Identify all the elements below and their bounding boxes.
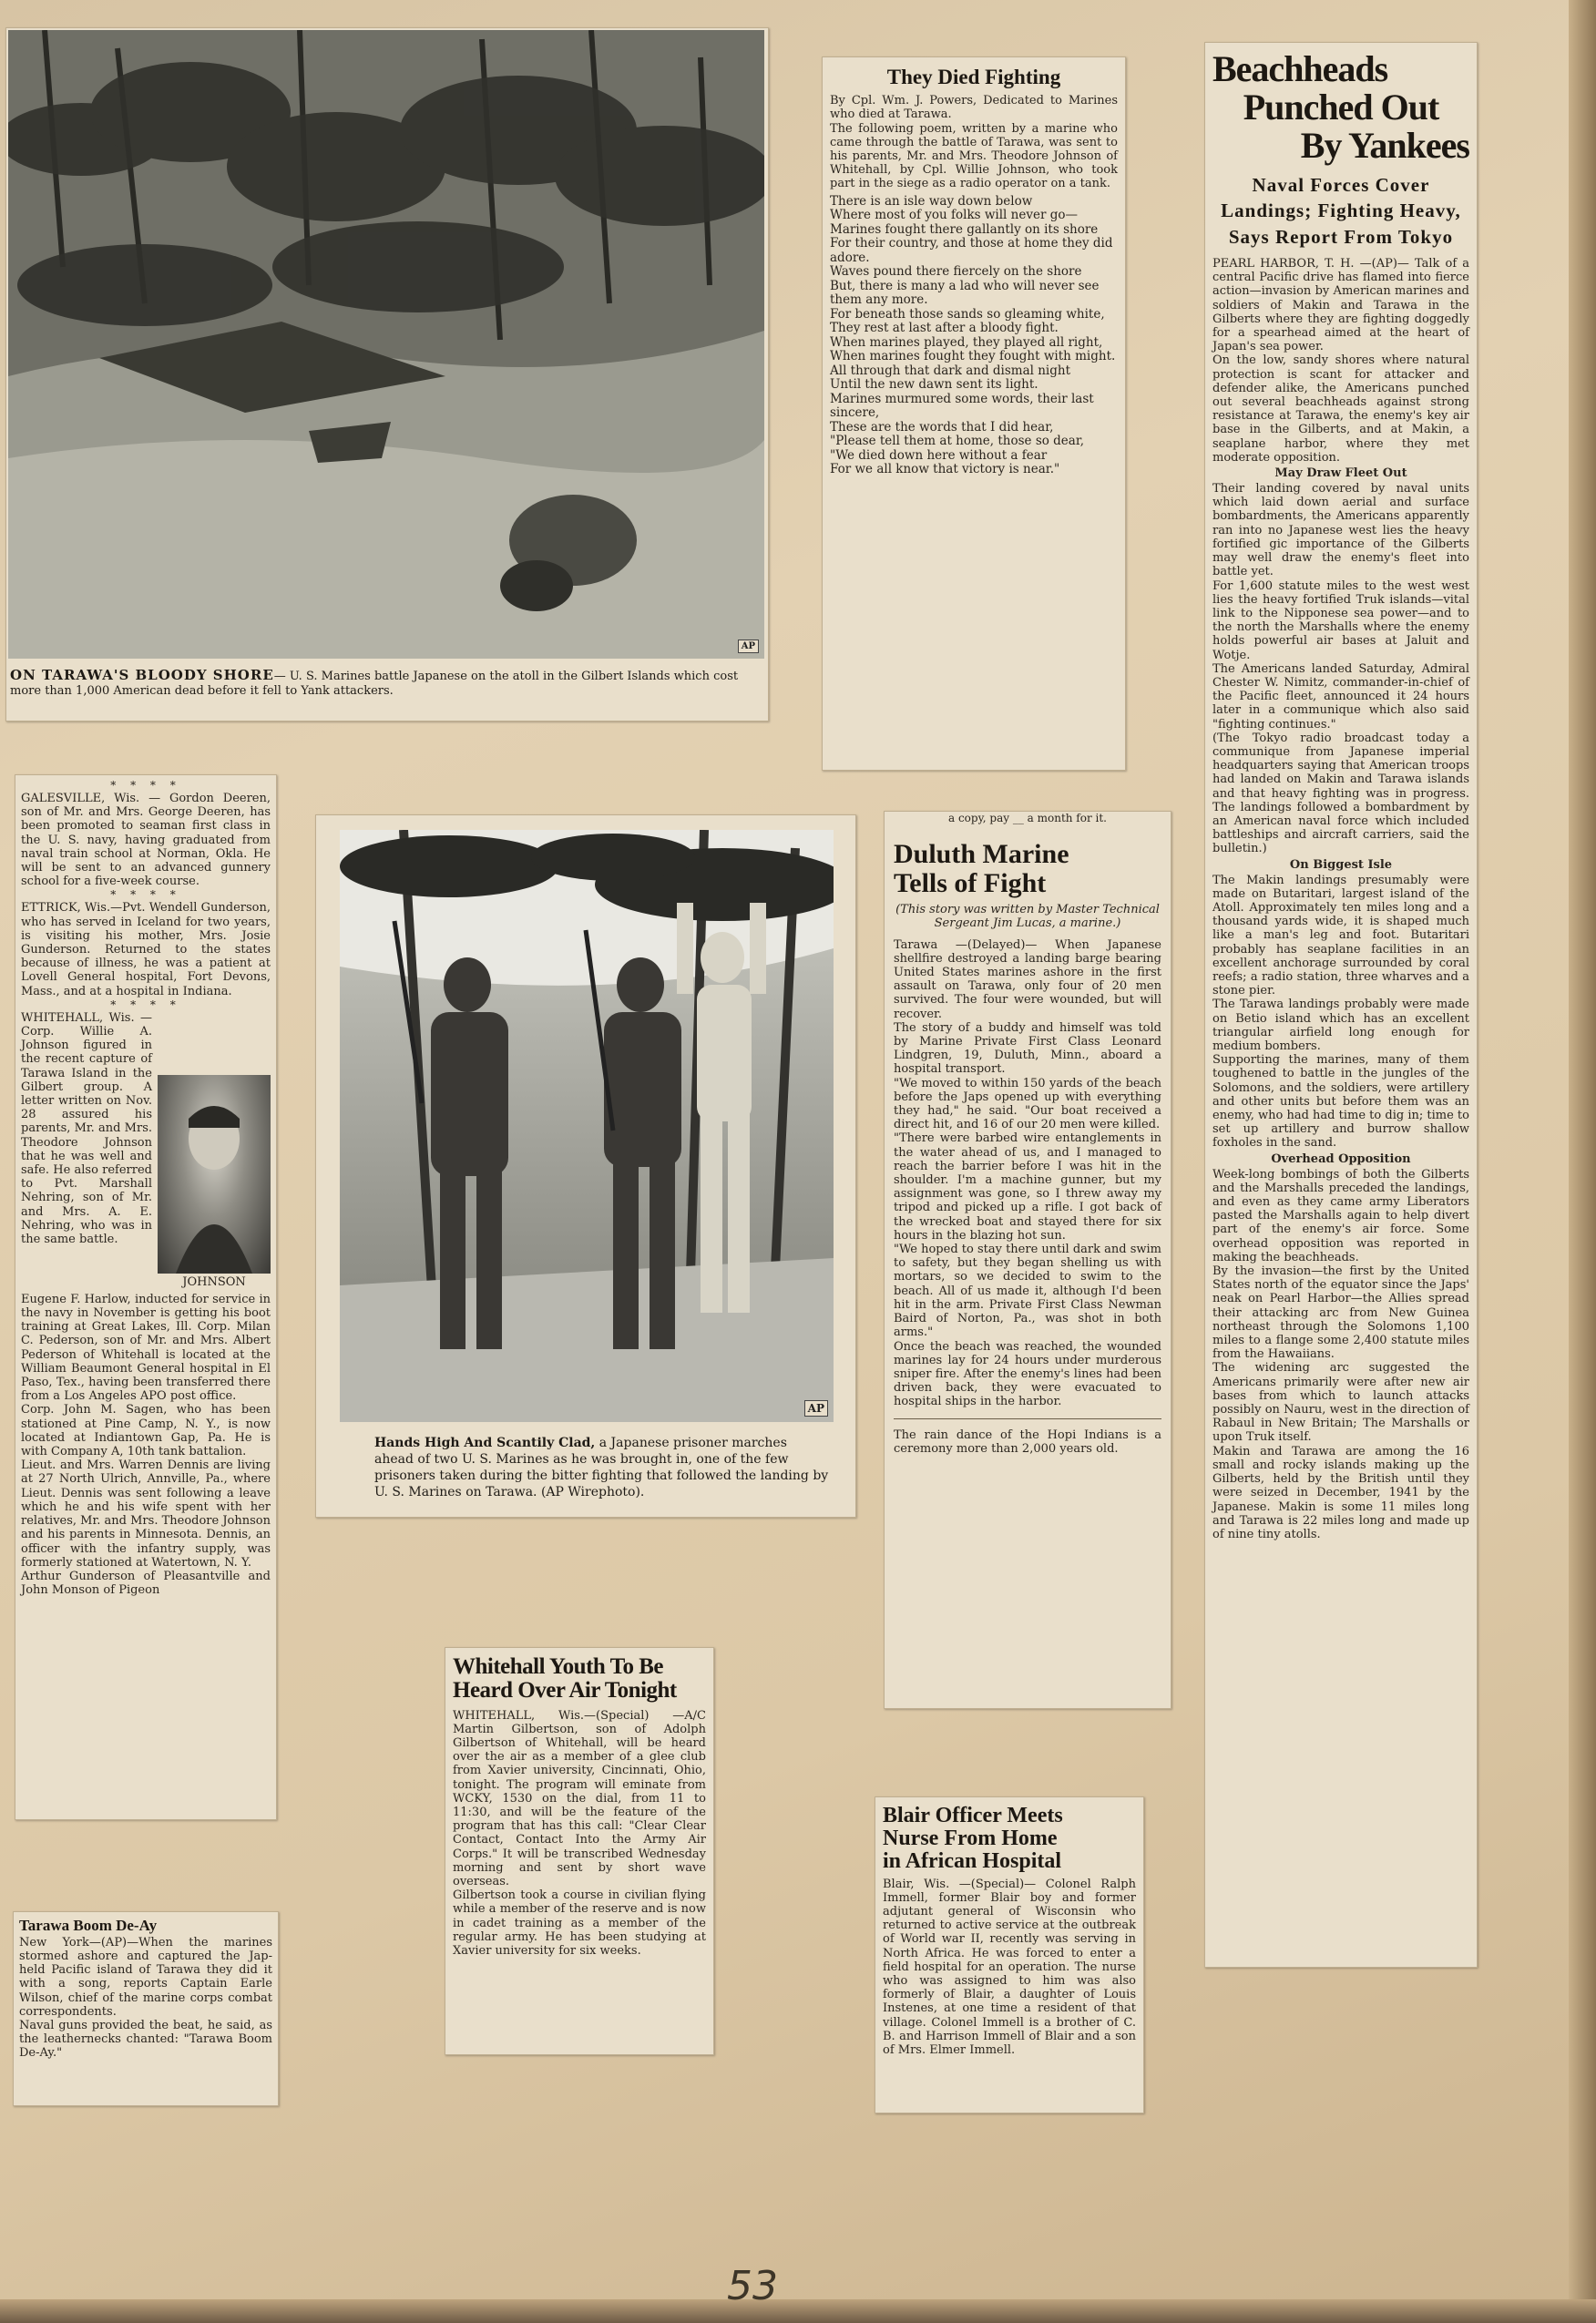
- poem-line: "We died down here without a fear: [830, 447, 1048, 463]
- poem-line: "Please tell them at home, those so dear,: [830, 434, 1085, 449]
- prisoner-photo: [340, 830, 834, 1422]
- beachheads-subhead-2: On Biggest Isle: [1289, 857, 1393, 872]
- poem-line: Where most of you folks will never go—: [830, 208, 1078, 223]
- poem-line: Marines fought there gallantly on its shore: [830, 221, 1099, 237]
- poem-line: When marines played, they played all right,: [830, 334, 1103, 350]
- beachheads-subhead-3: Overhead Opposition: [1271, 1151, 1411, 1166]
- local-news-item: Eugene F. Harlow, inducted for service in the navy in November is getting his boot training at Great Lakes, Ill. Corp. Milan C. Pederson, son of Mr. and Mrs. Albert Pederson of Whitehall is located at the William Beaumont General hospital in El Paso, Tex., having been transferred there from a Los Angeles APO post office. Corp. John M. Sagen, who has been stationed at Pine Camp, N. Y., is now located at Indiantown Gap, Pa. He is with Company A, 10th tank battalion. Lieut. and Mrs. Warren Dennis are living at 27 North Ulrich, Annville, Pa., where Lieut. Dennis was sent following a leave which he and his wife spent with her relatives, Mr. and Mrs. Theodore Johnson and his parents in Minnesota. Dennis, an officer with the infantry supply, was formerly stationed at Watertown, N. Y. Arthur Gunderson of Pleasantville and John Monson of Pigeon: [21, 1292, 271, 1598]
- ap-credit-mark: AP: [804, 1400, 828, 1417]
- beachheads-para-3: The Makin landings presumably were made on Butaritari, largest island of the Atoll. Approximately ten miles long and a thousand yards wide, it is shaped much like a man's leg and foot. Butaritari probably has seaplane facilities in an excellent anchorage surrounded by coral reefs; a radio station, three wharves and a stone pier. The Tarawa landings probably were made on Betio island which has an excellent triangular airfield long enough for medium bombers. Supporting the marines, many of them toughened to battle in the jungles of the Solomons, and the soldiers, were artillery and other units but before them was an enemy, who had had time to dig in; time to set up artillery and burrow shallow foxholes in the sand.: [1212, 873, 1469, 1151]
- caption-text: a Japanese prisoner marches ahead of two U. S. Marines as he was brought in, one of the few prisoners taken during the bitter fighting that followed the landing by U. S. Marines on Tarawa. (AP Wirephoto).: [374, 1436, 829, 1499]
- poem-lines: [830, 195, 1118, 477]
- portrait-photo: [158, 1075, 271, 1274]
- poem-line: For their country, and those at home they did adore.: [830, 236, 1113, 265]
- poem-line: Marines murmured some words, their last sincere,: [830, 391, 1094, 421]
- page-edge: [1569, 0, 1596, 2323]
- poem-line: All through that dark and dismal night: [830, 363, 1070, 378]
- poem-title: They Died Fighting: [886, 66, 1061, 88]
- duluth-headline-1: Duluth Marine: [894, 839, 1069, 870]
- separator-stars: * * * *: [110, 998, 181, 1011]
- duluth-byline: (This story was written by Master Technical Sergeant Jim Lucas, a marine.): [895, 903, 1160, 931]
- separator-stars: * * * *: [110, 779, 181, 792]
- poem-line: There is an isle way down below: [830, 193, 1033, 209]
- tarawa-photo-caption: [10, 668, 762, 699]
- poem-line: Waves pound there fiercely on the shore: [830, 264, 1082, 280]
- whitehall-headline-1: Whitehall Youth To Be: [453, 1654, 664, 1679]
- beachheads-clipping: [1204, 42, 1478, 1968]
- blair-headline-3: in African Hospital: [883, 1849, 1062, 1874]
- boom-body: New York—(AP)—When the marines stormed ashore and captured the Jap-held Pacific island of Tarawa they did it with a song, reports Captain Earle Wilson, chief of the marine corps combat correspondents. Naval guns provided the beat, he said, as the leathernecks chanted: "Tarawa Boom De-Ay.": [19, 1935, 272, 2061]
- local-news-clipping: [15, 774, 277, 1820]
- portrait-caption: JOHNSON: [182, 1274, 246, 1289]
- poem-line: Until the new dawn sent its light.: [830, 377, 1038, 393]
- beachheads-para-2: Their landing covered by naval units which laid down aerial and surface bombardments, the Americans apparently ran into no Japanese west lies the heavy fortified gic importance of the Gilberts may well draw the enemy's fleet into battle yet. For 1,600 statute miles to the west west lies the heavy fortified Truk islands—vital link to the Nipponese sea power—and to the north the Marshalls where the enemy holds powerful air bases at Jaluit and Wotje. The Americans landed Saturday, Admiral Chester W. Nimitz, commander-in-chief of the Pacific fleet, announced it 24 hours later in a communique which also said "fighting continues." (The Tokyo radio broadcast today a communique from Japanese imperial headquarters saying that American troops had landed on Makin and Tarawa islands and that heavy fighting was in progress. The landings followed a bombardment by an American naval force which included battleships and aircraft carriers, said the bulletin.): [1212, 482, 1469, 856]
- local-news-item: GALESVILLE, Wis. — Gordon Deeren, son of Mr. and Mrs. George Deeren, has been promoted to seaman first class in the U. S. navy, having graduated from naval train school at Norman, Okla. He will be sent to an advanced gunnery school for a five-week course.: [21, 792, 271, 889]
- separator-stars: * * * *: [110, 888, 181, 902]
- ap-credit-mark: AP: [738, 640, 759, 653]
- beachheads-headline-1: Beachheads: [1212, 48, 1388, 89]
- top-fragment: a copy, pay __ a month for it.: [947, 812, 1107, 824]
- beachheads-para-4: Week-long bombings of both the Gilberts and the Marshalls preceded the landings, and even as they came army Liberators pasted the Marshalls again to help divert part of the enemy's air force. Some overhead opposition was reported in making the beachheads. By the invasion—the first by the United States north of the equator since the Japs' neak on Pearl Harbor—the Allies spread their attacking arc from New Guinea northeast through the Solomons 1,100 miles to a flange some 2,400 statute miles from the Hawaiians. The widening arc suggested the Americans primarily were after new air bases from which to launch attacks possibly on Nauru, west in the direction of Rabaul in New Britain; The Marshalls or upon Truk itself. Makin and Tarawa are among the 16 small and rocky islands making up the Gilberts, held by the British until they were seized in December, 1941 by the Japanese. Makin is some 11 miles long and Tarawa is 22 miles long and made up of nine tiny atolls.: [1212, 1167, 1469, 1541]
- poem-line: When marines fought they fought with might.: [830, 349, 1116, 364]
- caption-lead: ON TARAWA'S BLOODY SHORE: [10, 667, 274, 683]
- johnson-item: [21, 1011, 271, 1597]
- poem-line: But, there is many a lad who will never see them any more.: [830, 278, 1100, 308]
- page-number: 53: [727, 2263, 778, 2309]
- poem-line: For beneath those sands so gleaming white,: [830, 306, 1105, 322]
- beachheads-headline-2: Punched Out: [1243, 87, 1439, 128]
- caption-lead: Hands High And Scantily Clad,: [374, 1436, 596, 1450]
- duluth-body: Tarawa —(Delayed)— When Japanese shellfire destroyed a landing barge bearing United States marines ashore in the first assault on Tarawa, only four of 20 men survived. The four were wounded, but will recover. The story of a buddy and himself was told by Marine Private First Class Leonard Lindgren, 19, Duluth, Minn., aboard a hospital transport. "We moved to within 150 yards of the beach before the Japs opened up with everything they had," he said. "Our boat received a direct hit, and 16 of our 20 men were killed. "There were barbed wire entanglements in the water ahead of us, and I managed to reach the barrier before I was hit in the shoulder. I'm a machine gunner, but my assignment was gone, so I threw away my tripod and picked up a rifle. I got back of the wrecked boat and stayed there for six hours in the blazing hot sun. "We hoped to stay there until dark and swim to safety, but they began shelling us with mortars, so we decided to swim to the beach. All of us made it, although I'd been hit in the arm. Private First Class Newman Baird of Norton, Pa., was shot in both arms." Once the beach was reached, the wounded marines lay for 24 hours under murderous sniper fire. After the enemy's lines had been driven back, they were evacuated to hospital ships in the harbor.: [894, 937, 1161, 1409]
- johnson-portrait: [158, 1075, 271, 1289]
- caption-text: — U. S. Marines battle Japanese on the atoll in the Gilbert Islands which cost more than 1,000 American dead before it fell to Yank attackers.: [10, 670, 739, 698]
- tarawa-beach-photo: [8, 30, 764, 659]
- tarawa-photo-clipping: [5, 27, 769, 721]
- boom-de-ay-clipping: [13, 1911, 279, 2106]
- whitehall-headline-2: Heard Over Air Tonight: [453, 1678, 677, 1704]
- boom-headline: Tarawa Boom De-Ay: [19, 1917, 158, 1934]
- poem-intro: By Cpl. Wm. J. Powers, Dedicated to Marines who died at Tarawa. The following poem, written by a marine who came through the battle of Tarawa, was sent to his parents, Mr. and Mrs. Theodore Johnson of Whitehall, by Cpl. Willie Johnson, who took part in the siege as a radio operator on a tank.: [830, 94, 1118, 191]
- prisoner-photo-clipping: [315, 814, 856, 1518]
- poem-clipping: [822, 56, 1126, 771]
- page-edge-bottom: [0, 2299, 1596, 2323]
- beachheads-deck: Naval Forces Cover Landings; Fighting Heavy, Says Report From Tokyo: [1221, 174, 1461, 248]
- whitehall-body: WHITEHALL, Wis.—(Special) —A/C Martin Gilbertson, son of Adolph Gilbertson of Whitehall, will be heard over the air as a member of a glee club from Xavier university, Cincinnati, Ohio, tonight. The program will eminate from WCKY, 1530 on the dial, from 11 to 11:30, and will be the feature of the program that has this call: "Clear Clear Contact, Contact Into the Army Air Corps." It will be transcribed Wednesday morning and sent by short wave overseas. Gilbertson took a course in civilian flying while a member of the reserve and is now in cadet training as a member of the regular army. He has been studying at Xavier university for six weeks.: [453, 1708, 706, 1958]
- blair-headline-1: Blair Officer Meets: [883, 1804, 1063, 1827]
- poem-line: These are the words that I did hear,: [830, 419, 1054, 435]
- beachheads-para-1: PEARL HARBOR, T. H. —(AP)— Talk of a central Pacific drive has flamed into fierce action—invasion by American marines and soldiers of Makin and Tarawa in the Gilberts where they are fighting doggedly for a spearhead aimed at the heart of Japan's sea power. On the low, sandy shores where natural protection is scant for attacker and defender alike, the Americans punched out several beachheads against strong resistance at Tarawa, the enemy's key air base in the Gilberts, and at Makin, a seaplane harbor, where they met moderate opposition.: [1212, 257, 1469, 465]
- whitehall-youth-clipping: [445, 1647, 714, 2055]
- duluth-marine-clipping: [884, 811, 1171, 1709]
- blair-headline-2: Nurse From Home: [883, 1827, 1058, 1851]
- divider: [894, 1418, 1161, 1419]
- blair-body: Blair, Wis. —(Special)— Colonel Ralph Immell, former Blair boy and former adjutant general of Wisconsin who returned to active service at the outbreak of World war II, recently was serving in North Africa. He was forced to enter a field hospital for an operation. The nurse who was assigned to him was also formerly of Blair, a daughter of Louis Instenes, at one time a resident of that village. Colonel Immell is a brother of C. B. and Harrison Immell of Blair and a son of Mrs. Elmer Immell.: [883, 1877, 1136, 2057]
- hopi-fact: The rain dance of the Hopi Indians is a ceremony more than 2,000 years old.: [894, 1428, 1161, 1456]
- beachheads-headline-3: By Yankees: [1300, 125, 1469, 166]
- poem-line: They rest at last after a bloody fight.: [830, 321, 1059, 336]
- local-news-item: ETTRICK, Wis.—Pvt. Wendell Gunderson, who has served in Iceland for two years, is visiting his mother, Mrs. Josie Gunderson. Returned to the states because of illness, he was a patient at Lovell General hospital, Fort Devons, Mass., and at a hospital in Indiana.: [21, 901, 271, 998]
- beachheads-subhead-1: May Draw Fleet Out: [1274, 466, 1407, 481]
- prisoner-photo-caption: [374, 1435, 830, 1500]
- local-news-item: WHITEHALL, Wis. — Corp. Willie A. Johnson figured in the recent capture of Tarawa Island in the Gilbert group. A letter written on Nov. 28 assured his parents, Mr. and Mrs. Theodore Johnson that he was well and safe. He also referred to Pvt. Marshall Nehring, son of Mr. and Mrs. A. E. Nehring, who was in the same battle.: [21, 1010, 152, 1247]
- poem-line: For we all know that victory is near.": [830, 462, 1060, 477]
- duluth-headline-2: Tells of Fight: [894, 867, 1047, 898]
- blair-officer-clipping: [875, 1796, 1144, 2113]
